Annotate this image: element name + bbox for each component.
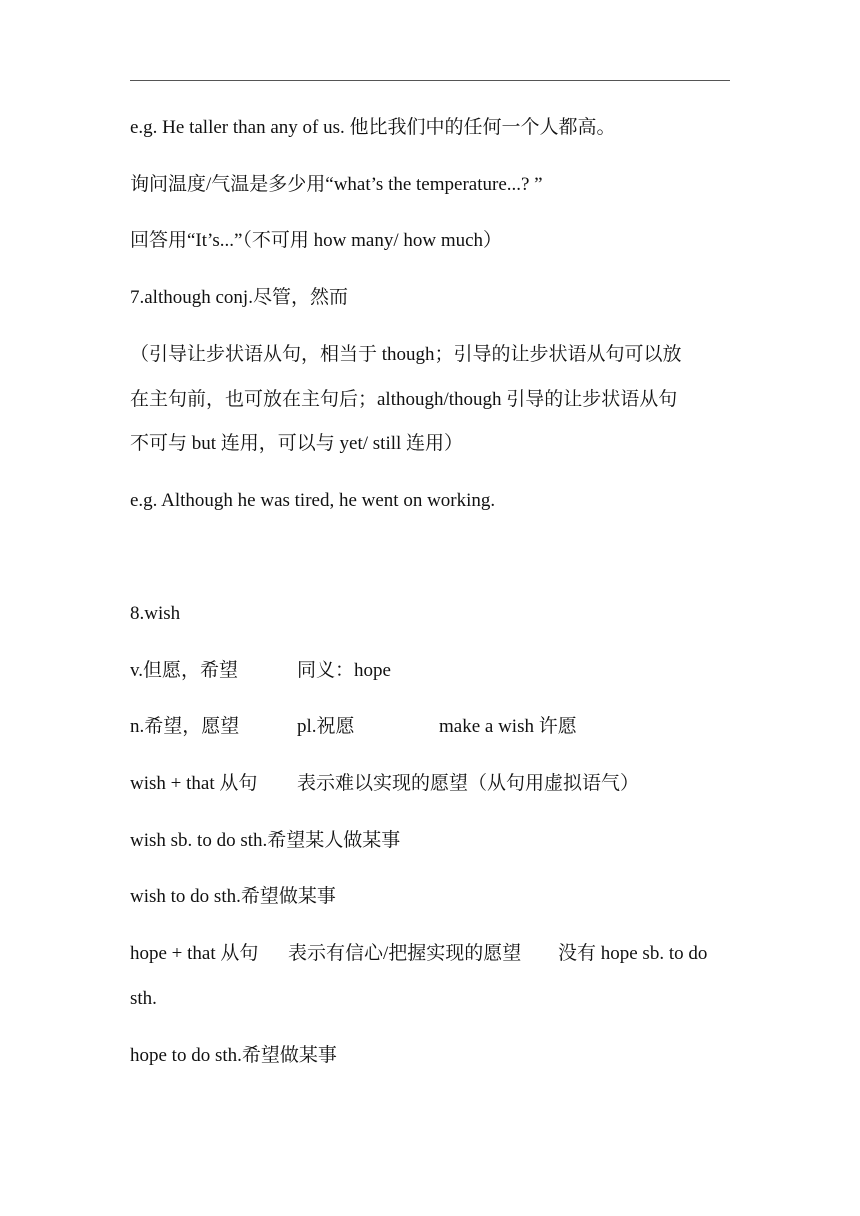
example-taller: e.g. He taller than any of us. 他比我们中的任何一个人都高。 (130, 117, 616, 138)
wish-noun-pos: n.希望，愿望 (130, 716, 240, 737)
although-example: e.g. Although he was tired, he went on working. (130, 490, 496, 511)
wish-noun-plural: pl.祝愿 (297, 716, 355, 737)
hope-that-pattern: hope + that 从句 (130, 943, 259, 964)
header-rule (130, 80, 730, 81)
wish-verb-line (130, 659, 730, 683)
hope-that-continuation: sth. (130, 988, 157, 1009)
although-heading: 7.although conj.尽管，然而 (130, 287, 348, 308)
wish-noun-line (130, 715, 730, 739)
hope-that-note: 没有 hope sb. to do (558, 943, 708, 964)
hope-that-meaning: 表示有信心/把握实现的愿望 (288, 943, 522, 964)
wish-that-line (130, 772, 730, 796)
although-note-line-2: 在主句前，也可放在主句后；although/though 引导的让步状语从句 (130, 389, 678, 410)
wish-noun-phrase: make a wish 许愿 (439, 716, 577, 737)
wish-heading: 8.wish (130, 603, 181, 624)
wish-that-pattern: wish + that 从句 (130, 773, 258, 794)
wish-verb-synonym: 同义：hope (297, 660, 391, 681)
wish-to-do: wish to do sth.希望做某事 (130, 886, 336, 907)
temperature-question: 询问温度/气温是多少用“what’s the temperature...? ” (130, 174, 543, 195)
hope-to-do: hope to do sth.希望做某事 (130, 1045, 337, 1066)
wish-sb-to-do: wish sb. to do sth.希望某人做某事 (130, 830, 401, 851)
wish-that-meaning: 表示难以实现的愿望（从句用虚拟语气） (297, 773, 640, 794)
although-note-line-3: 不可与 but 连用，可以与 yet/ still 连用） (130, 433, 464, 454)
hope-that-line (130, 942, 730, 966)
temperature-answer: 回答用“It’s...”（不可用 how many/ how much） (130, 230, 503, 251)
although-note-line-1: （引导让步状语从句，相当于 though；引导的让步状语从句可以放 (130, 344, 682, 365)
wish-verb-pos: v.但愿，希望 (130, 660, 239, 681)
